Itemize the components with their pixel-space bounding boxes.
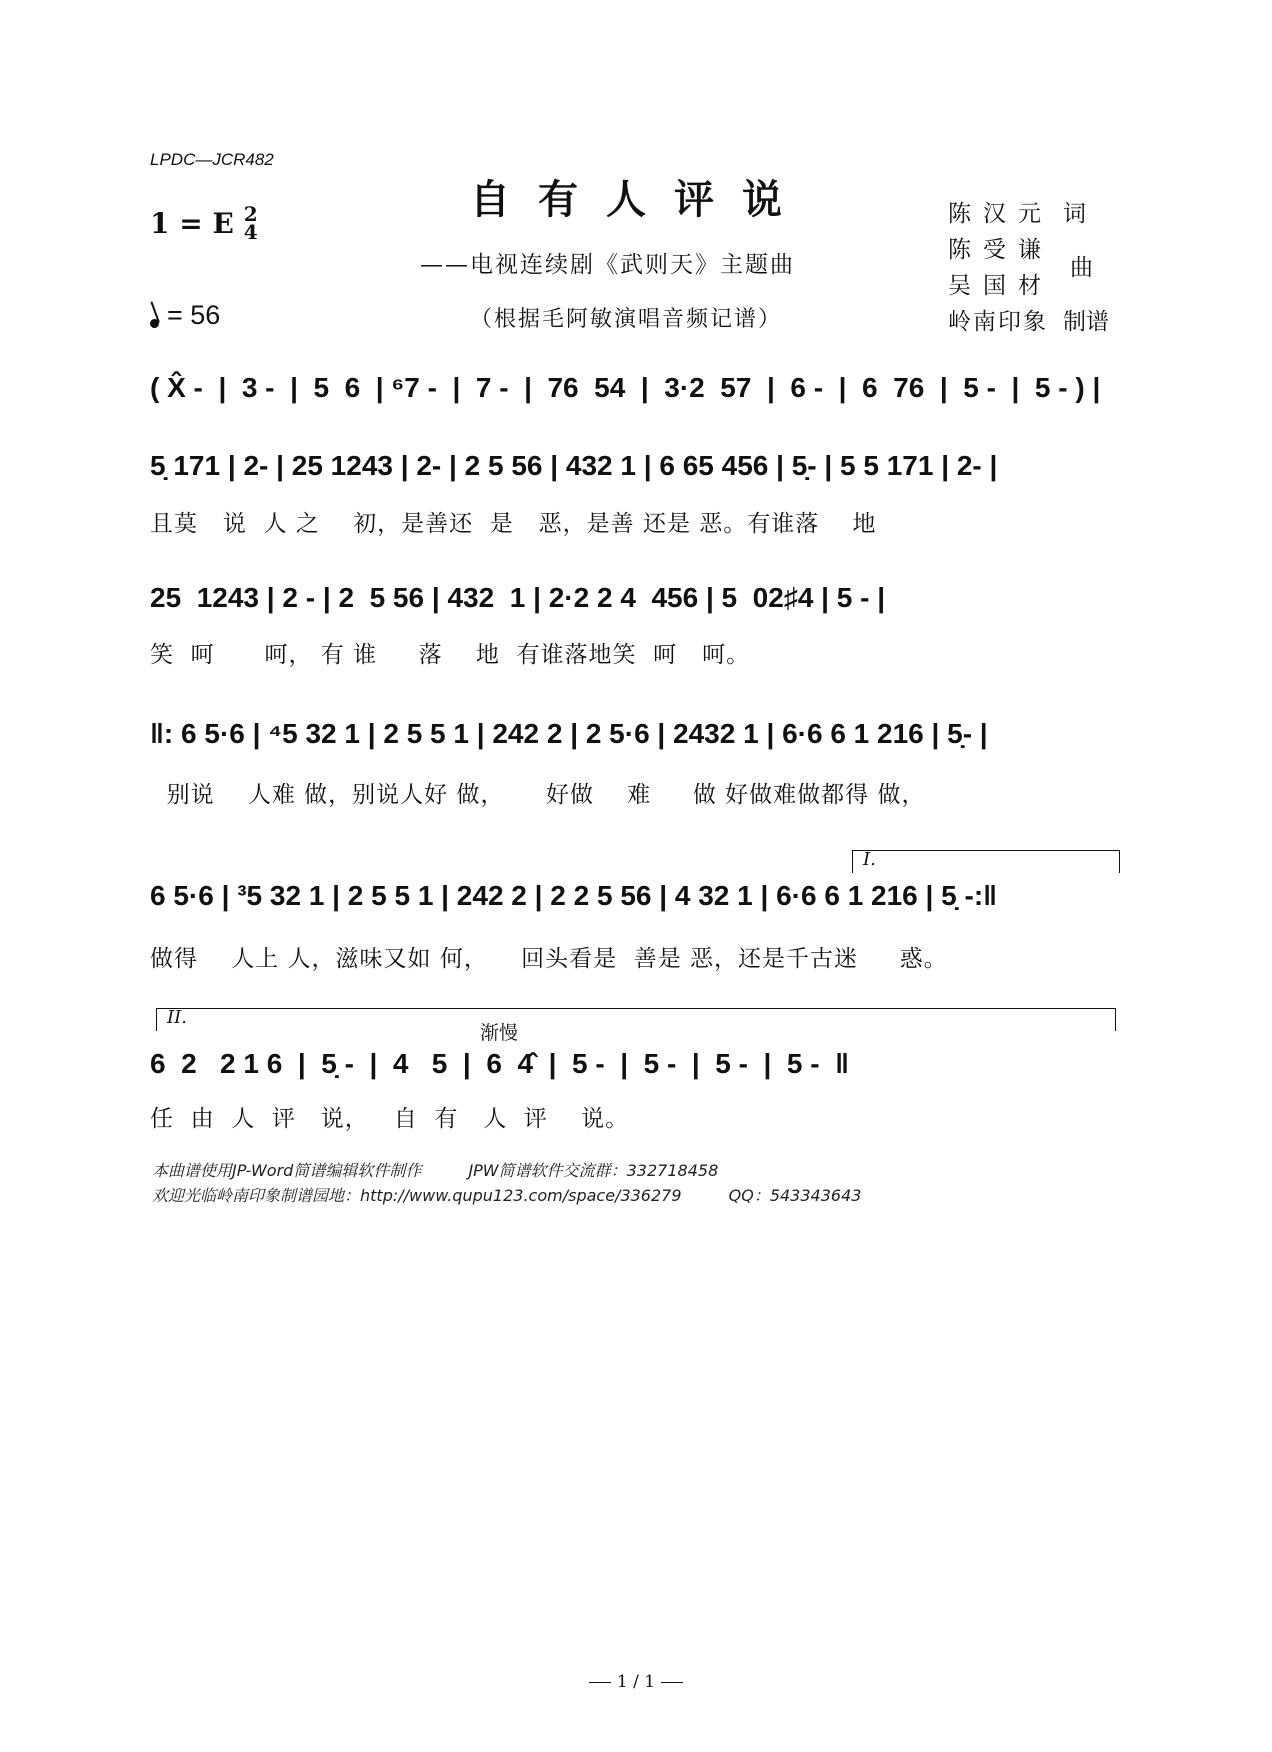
volta-bracket-2 — [156, 1008, 1116, 1031]
transcriber-row — [948, 304, 1109, 340]
tempo-value: = 56 — [167, 300, 221, 330]
score-line-5-notes: 6 5·6 | ³5 32 1 | 2 5 5 1 | 242 2 | 2 2 5 56 | 4 32 1 | 6·6 6 1 216 | 5̣ -:‖ — [150, 880, 998, 911]
score-line-2-notes: 5̣ 171 | 2- | 25 1243 | 2- | 2 5 56 | 432 1 | 6 65 456 | 5̣- | 5 5 171 | 2- | — [150, 450, 998, 481]
time-signature-top: 2 — [243, 202, 258, 226]
time-signature — [243, 202, 258, 244]
software-footer — [152, 1158, 903, 1208]
score-line-4-notes: ‖: 6 5·6 | ⁴5 32 1 | 2 5 5 1 | 242 2 | 2 5·6 | 2432 1 | 6·6 6 1 216 | 5̣- | — [150, 718, 988, 749]
score-line-6-notes: 6 2 2 1 6 | 5̣ - | 4 5 | 6 4̂ | 5 - | 5 - | 5 - | 5 - ‖ — [150, 1048, 850, 1079]
composer-name-2: 吴国材 — [948, 273, 1053, 299]
footer-software-note: 本曲谱使用JP-Word简谱编辑软件制作 — [152, 1161, 422, 1180]
source-note: （根据毛阿敏演唱音频记谱） — [470, 307, 783, 332]
footer-website-link[interactable]: 欢迎光临岭南印象制谱园地：http://www.qupu123.com/space/336279 — [152, 1186, 682, 1205]
catalog-code: LPDC—JCR482 — [150, 150, 274, 169]
lyricist-row — [948, 196, 1109, 232]
score-line-6-lyrics: 任 由 人 评 说， 自 有 人 评 说。 — [150, 1106, 630, 1132]
ritardando-direction: 渐慢 — [480, 1022, 519, 1044]
lyricist-role: 词 — [1063, 201, 1086, 227]
key-signature — [150, 202, 258, 244]
page-number-text: 1 / 1 — [616, 1672, 656, 1692]
volta-bracket-1 — [852, 850, 1120, 873]
tempo-marking — [150, 300, 220, 331]
transcriber-name: 岭南印象 — [948, 309, 1048, 335]
credits — [948, 196, 1109, 340]
subtitle: ——电视连续剧《武则天》主题曲 — [420, 252, 795, 278]
score-line-3-lyrics: 笑 呵 呵， 有 谁 落 地 有谁落地笑 呵 呵。 — [150, 642, 751, 668]
composer-name-1: 陈受谦 — [948, 237, 1053, 263]
footer-group-note: JPW简谱软件交流群：332718458 — [468, 1161, 719, 1180]
score-line-2-lyrics: 且莫 说 人 之 初，是善还 是 恶，是善 还是 恶。有谁落 地 — [150, 511, 877, 537]
score-line-5-lyrics: 做得 人上 人，滋味又如 何， 回头看是 善是 恶，还是千古迷 惑。 — [150, 946, 948, 972]
score-line-3-notes: 25 1243 | 2 - | 2 5 56 | 432 1 | 2·2 2 4 456 | 5 02♯4 | 5 - | — [150, 582, 886, 613]
score-line-4-lyrics: 别说 人难 做，别说人好 做， 好做 难 做 好做难做都得 做， — [150, 782, 926, 808]
key-label: 1 = E — [150, 206, 234, 240]
volta-label-2: II. — [167, 1007, 187, 1028]
score-line-1-notes: ( X̂ - | 3 - | 5 6 | ⁶7 - | 7 - | 76 54 | 3·2 57 | 6 - | 6 76 | 5 - | 5 - ) | — [150, 372, 1101, 403]
page-number — [0, 1672, 1272, 1692]
volta-label-1: I. — [863, 849, 876, 870]
quarter-note-icon — [149, 318, 161, 330]
time-signature-bottom: 4 — [243, 220, 258, 244]
lyricist-name: 陈汉元 — [948, 201, 1053, 227]
page-number-dash-left — [589, 1682, 611, 1683]
composer-role: 曲 — [1070, 255, 1093, 281]
song-title: 自有人评说 — [470, 176, 810, 223]
transcriber-role: 制谱 — [1063, 309, 1109, 335]
footer-qq-note: QQ：543343643 — [728, 1186, 862, 1205]
footer-line-2 — [152, 1183, 903, 1208]
page-number-dash-right — [661, 1682, 683, 1683]
footer-line-1 — [152, 1158, 903, 1183]
